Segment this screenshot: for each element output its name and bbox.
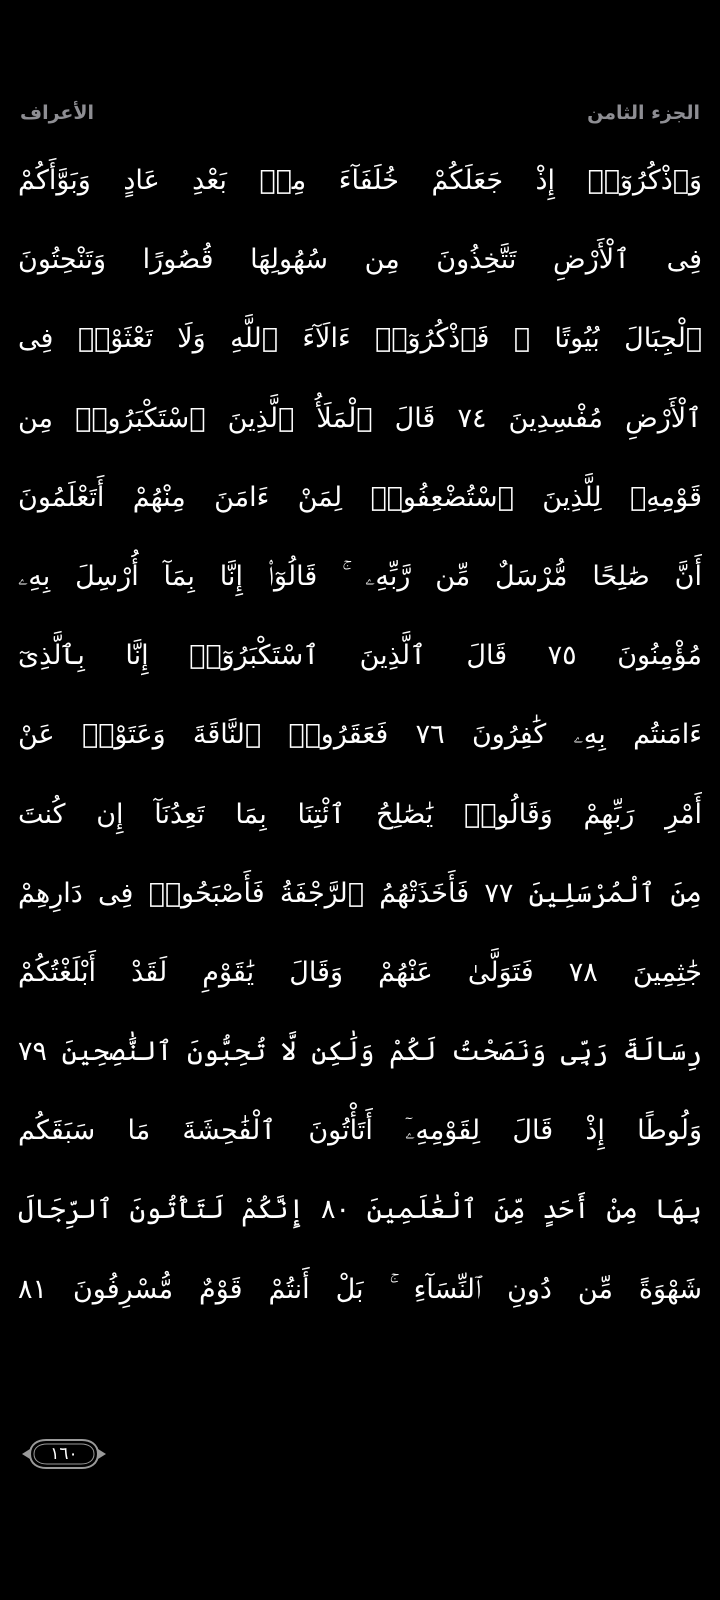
verse-line-text: مِنَ ٱلْمُرْسَلِينَ ٧٧ فَأَخَذَتْهُمُ ٱلرَّجْفَةُ فَأَصْبَحُوا۟ فِى دَارِهِمْ	[18, 877, 702, 909]
verse-line[interactable]	[18, 1012, 702, 1091]
verse-line-text: جَٰثِمِينَ ٧٨ فَتَوَلَّىٰ عَنْهُمْ وَقَالَ يَٰقَوْمِ لَقَدْ أَبْلَغْتُكُمْ	[18, 956, 702, 988]
verse-line[interactable]	[18, 775, 702, 854]
verse-line[interactable]	[18, 458, 702, 537]
page-number: ١٦٠	[50, 1444, 78, 1464]
verse-line[interactable]	[18, 1250, 702, 1329]
verse-line-text: ءَامَنتُم بِهِۦ كَٰفِرُونَ ٧٦ فَعَقَرُوا۟ ٱلنَّاقَةَ وَعَتَوْا۟ عَنْ	[18, 719, 702, 751]
verse-line[interactable]	[18, 933, 702, 1012]
verse-line[interactable]	[18, 141, 702, 220]
verse-line-text: مُؤْمِنُونَ ٧٥ قَالَ ٱلَّذِينَ ٱسْتَكْبَرُوٓا۟ إِنَّا بِٱلَّذِىٓ	[18, 640, 702, 672]
verse-line[interactable]	[18, 1170, 702, 1249]
verse-line-text: ٱلْأَرْضِ مُفْسِدِينَ ٧٤ قَالَ ٱلْمَلَأُ ٱلَّذِينَ ٱسْتَكْبَرُوا۟ مِن	[18, 402, 702, 434]
verse-line[interactable]	[18, 695, 702, 774]
verse-line-text: فِى ٱلْأَرْضِ تَتَّخِذُونَ مِن سُهُولِهَا قُصُورًا وَتَنْحِتُونَ	[18, 244, 702, 276]
verse-line[interactable]	[18, 299, 702, 378]
verse-line-text: قَوْمِهِۦ لِلَّذِينَ ٱسْتُضْعِفُوا۟ لِمَنْ ءَامَنَ مِنْهُمْ أَتَعْلَمُونَ	[18, 481, 702, 513]
verse-line[interactable]	[18, 1091, 702, 1170]
verse-line-text: ٱلْجِبَالَ بُيُوتًا ۖ فَٱذْكُرُوٓا۟ ءَالَآءَ ٱللَّهِ وَلَا تَعْثَوْا۟ فِى	[18, 323, 702, 355]
verse-line[interactable]	[18, 379, 702, 458]
verse-line-text: وَلُوطًا إِذْ قَالَ لِقَوْمِهِۦٓ أَتَأْتُونَ ٱلْفَٰحِشَةَ مَا سَبَقَكُم	[18, 1115, 702, 1147]
verse-line[interactable]	[18, 616, 702, 695]
verse-line[interactable]	[18, 537, 702, 616]
verse-line[interactable]	[18, 854, 702, 933]
page-footer	[20, 1436, 108, 1472]
verse-line-text: أَمْرِ رَبِّهِمْ وَقَالُوا۟ يَٰصَٰلِحُ ٱئْتِنَا بِمَا تَعِدُنَآ إِن كُنتَ	[18, 798, 702, 830]
page-number-badge	[20, 1436, 108, 1472]
verse-line-text: وَٱذْكُرُوٓا۟ إِذْ جَعَلَكُمْ خُلَفَآءَ مِنۢ بَعْدِ عَادٍ وَبَوَّأَكُمْ	[18, 165, 702, 196]
verse-line-text: أَنَّ صَٰلِحًا مُّرْسَلٌ مِّن رَّبِّهِۦ ۚ قَالُوٓا۟ إِنَّا بِمَآ أُرْسِلَ بِهِۦ	[18, 560, 702, 592]
page-header	[20, 96, 700, 130]
juz-name: الجزء الثامن	[587, 102, 700, 124]
verse-line-text: شَهْوَةً مِّن دُونِ ٱلنِّسَآءِ ۚ بَلْ أَنتُمْ قَوْمٌ مُّسْرِفُونَ ٨١	[18, 1273, 702, 1305]
verse-line-text: رِسَالَةَ رَبِّى وَنَصَحْتُ لَكُمْ وَلَٰكِن لَّا تُحِبُّونَ ٱلنَّٰصِحِينَ ٧٩	[18, 1036, 702, 1068]
mushaf-page-text	[18, 141, 702, 1329]
verse-line[interactable]	[18, 220, 702, 299]
surah-name: الأعراف	[20, 102, 95, 124]
verse-line-text: بِهَا مِنْ أَحَدٍ مِّنَ ٱلْعَٰلَمِينَ ٨٠ إِنَّكُمْ لَتَأْتُونَ ٱلرِّجَالَ	[18, 1194, 702, 1226]
